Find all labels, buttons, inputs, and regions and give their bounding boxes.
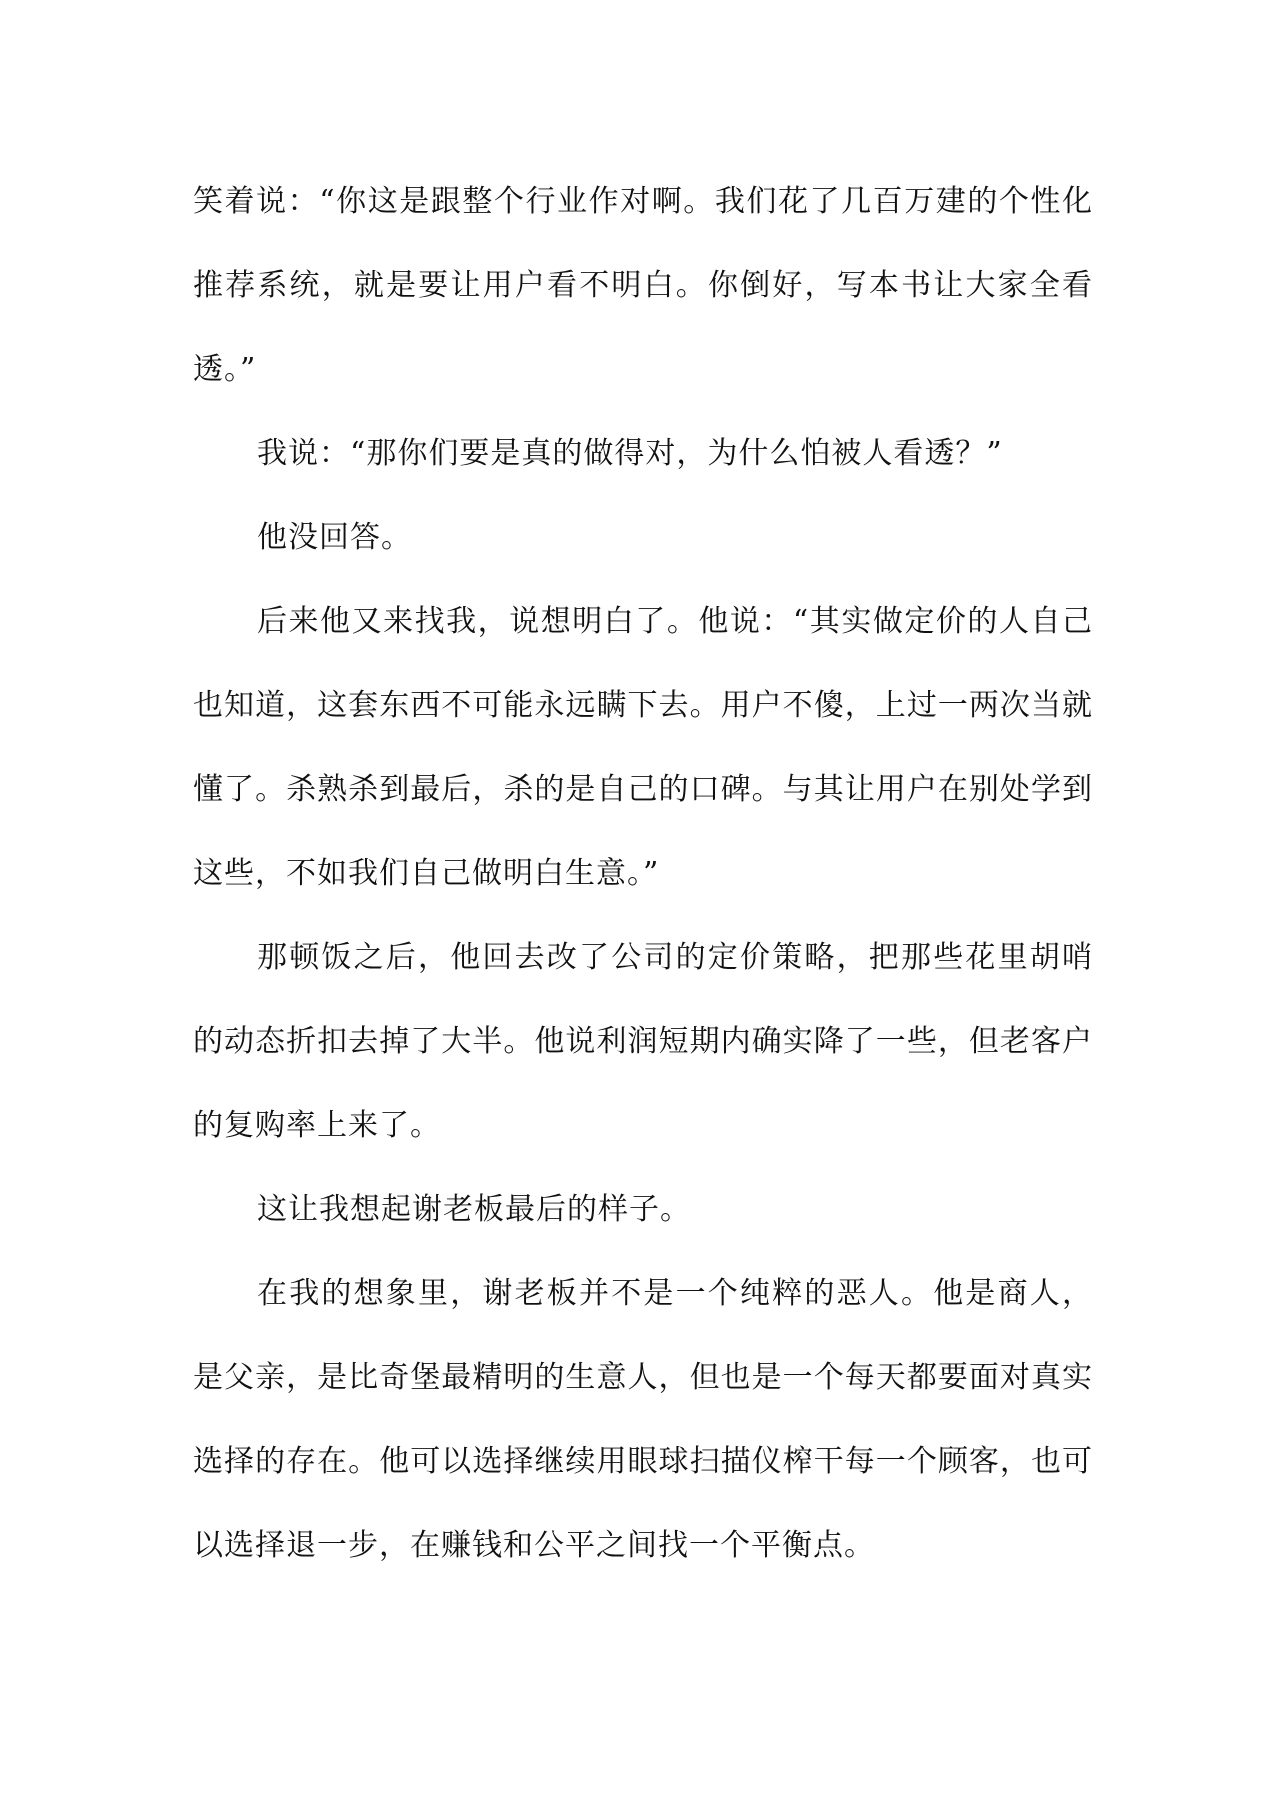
paragraph: 在我的想象里，谢老板并不是一个纯粹的恶人。他是商人，是父亲，是比奇堡最精明的生意人，但也是一个每天都要面对真实选择的存在。他可以选择继续用眼球扫描仪榨干每一个顾客，也可以选择退一步，在赚钱和公平之间找一个平衡点。 xyxy=(193,1276,1093,1563)
paragraph: 他没回答。 xyxy=(257,520,412,555)
paragraph: 我说：“那你们要是真的做得对，为什么怕被人看透？” xyxy=(257,436,1003,471)
paragraph: 这让我想起谢老板最后的样子。 xyxy=(257,1192,691,1227)
paragraph: 那顿饭之后，他回去改了公司的定价策略，把那些花里胡哨的动态折扣去掉了大半。他说利润短期内确实降了一些，但老客户的复购率上来了。 xyxy=(193,940,1093,1143)
paragraph: 后来他又来找我，说想明白了。他说：“其实做定价的人自己也知道，这套东西不可能永远瞒下去。用户不傻，上过一两次当就懂了。杀熟杀到最后，杀的是自己的口碑。与其让用户在别处学到这些，不如我们自己做明白生意。” xyxy=(193,604,1093,891)
paragraph-continued: 笑着说：“你这是跟整个行业作对啊。我们花了几百万建的个性化推荐系统，就是要让用户看不明白。你倒好，写本书让大家全看透。” xyxy=(193,184,1093,387)
document-body xyxy=(193,160,1093,1588)
